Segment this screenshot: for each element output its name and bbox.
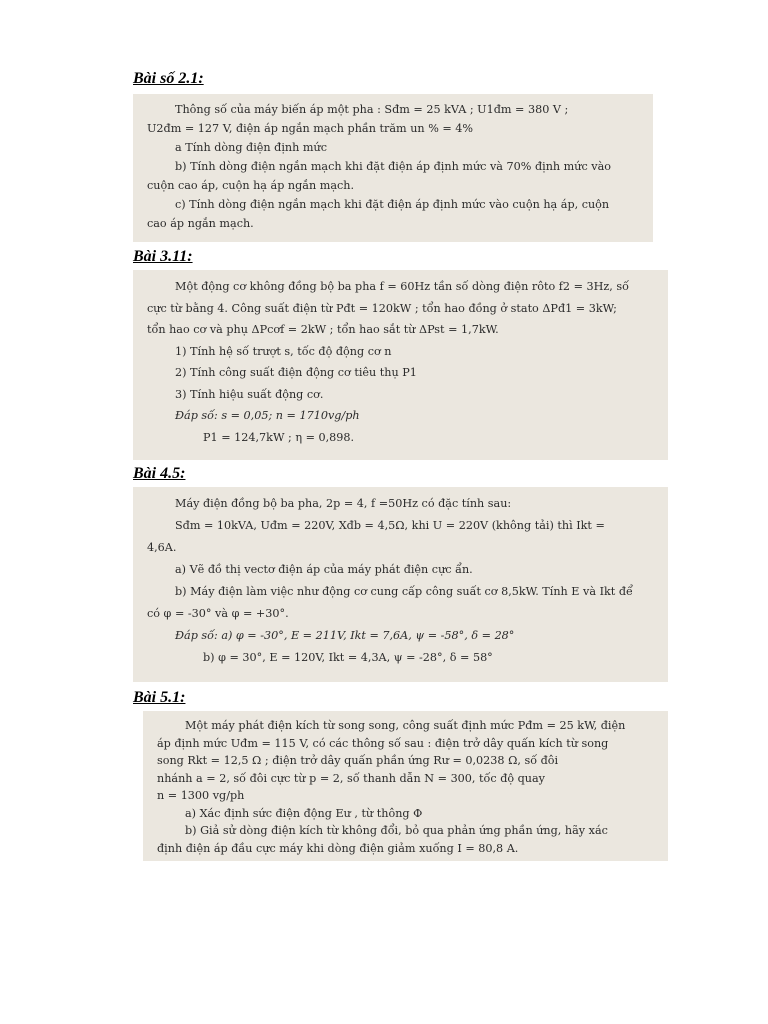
problem-scan-5-1	[143, 711, 668, 861]
problem-line: a Tính dòng điện định mức	[175, 141, 327, 154]
problem-scan-2-1	[133, 94, 653, 242]
answer-line: P1 = 124,7kW ; η = 0,898.	[203, 430, 355, 444]
answer-line: b) φ = 30°, E = 120V, Ikt = 4,3A, ψ = -28°, δ = 58°	[203, 651, 493, 664]
problem-line: a) Vẽ đồ thị vectơ điện áp của máy phát điện cực ẩn.	[175, 563, 473, 576]
problem-line: cực từ bằng 4. Công suất điện từ Pđt = 120kW ; tổn hao đồng ở stato ΔPđ1 = 3kW;	[147, 301, 617, 315]
problem-line: định điện áp đầu cực máy khi dòng điện giảm xuống I = 80,8 A.	[157, 841, 519, 855]
problem-heading-5-1: Bài 5.1:	[133, 689, 186, 706]
problem-line: Một máy phát điện kích từ song song, công suất định mức Pđm = 25 kW, điện	[185, 719, 626, 732]
problem-line: Sđm = 10kVA, Uđm = 220V, Xđb = 4,5Ω, khi U = 220V (không tải) thì Ikt =	[175, 519, 605, 532]
problem-heading-2-1: Bài số 2.1:	[133, 70, 204, 87]
problem-line: a) Xác định sức điện động Eư , từ thông Φ	[185, 806, 423, 820]
problem-line: 2) Tính công suất điện động cơ tiêu thụ P1	[175, 366, 417, 379]
problem-scan-3-11	[133, 270, 668, 460]
problem-line: có φ = -30° và φ = +30°.	[147, 607, 289, 620]
problem-line: 4,6A.	[147, 541, 177, 554]
problem-line: c) Tính dòng điện ngắn mạch khi đặt điện áp định mức vào cuộn hạ áp, cuộn	[175, 198, 610, 211]
problem-line: n = 1300 vg/ph	[157, 789, 245, 802]
answer-line: Đáp số: s = 0,05; n = 1710vg/ph	[175, 409, 360, 422]
problem-line: Thông số của máy biến áp một pha : Sđm = 25 kVA ; U1đm = 380 V ;	[175, 103, 569, 116]
problem-heading-4-5: Bài 4.5:	[133, 465, 186, 482]
problem-line: 3) Tính hiệu suất động cơ.	[175, 387, 324, 401]
problem-line: U2đm = 127 V, điện áp ngắn mạch phần trăm un % = 4%	[147, 122, 474, 135]
problem-line: cuộn cao áp, cuộn hạ áp ngắn mạch.	[147, 179, 355, 192]
problem-line: cao áp ngắn mạch.	[147, 217, 254, 230]
problem-line: nhánh a = 2, số đôi cực từ p = 2, số thanh dẫn N = 300, tốc độ quay	[157, 771, 546, 785]
answer-line: Đáp số: a) φ = -30°, E = 211V, Ikt = 7,6A, ψ = -58°, δ = 28°	[175, 629, 515, 642]
problem-line: song Rkt = 12,5 Ω ; điện trở dây quấn phần ứng Rư = 0,0238 Ω, số đôi	[157, 754, 559, 767]
problem-heading-3-11: Bài 3.11:	[133, 248, 193, 265]
problem-line: Máy điện đồng bộ ba pha, 2p = 4, f =50Hz có đặc tính sau:	[175, 497, 512, 510]
problem-line: b) Tính dòng điện ngắn mạch khi đặt điện áp định mức và 70% định mức vào	[175, 160, 612, 173]
problem-line: áp định mức Uđm = 115 V, có các thông số sau : điện trở dây quấn kích từ song	[157, 736, 609, 750]
problem-line: Một động cơ không đồng bộ ba pha f = 60Hz tần số dòng điện rôto f2 = 3Hz, số	[175, 280, 629, 293]
problem-line: b) Giả sử dòng điện kích từ không đổi, bỏ qua phản ứng phần ứng, hãy xác	[185, 824, 608, 837]
problem-line: tổn hao cơ và phụ ΔPcơf = 2kW ; tổn hao sắt từ ΔPst = 1,7kW.	[147, 323, 499, 336]
problem-line: 1) Tính hệ số trượt s, tốc độ động cơ n	[175, 344, 392, 358]
problem-scan-4-5	[133, 487, 668, 682]
problem-line: b) Máy điện làm việc như động cơ cung cấp công suất cơ 8,5kW. Tính E và Ikt để	[175, 585, 633, 598]
